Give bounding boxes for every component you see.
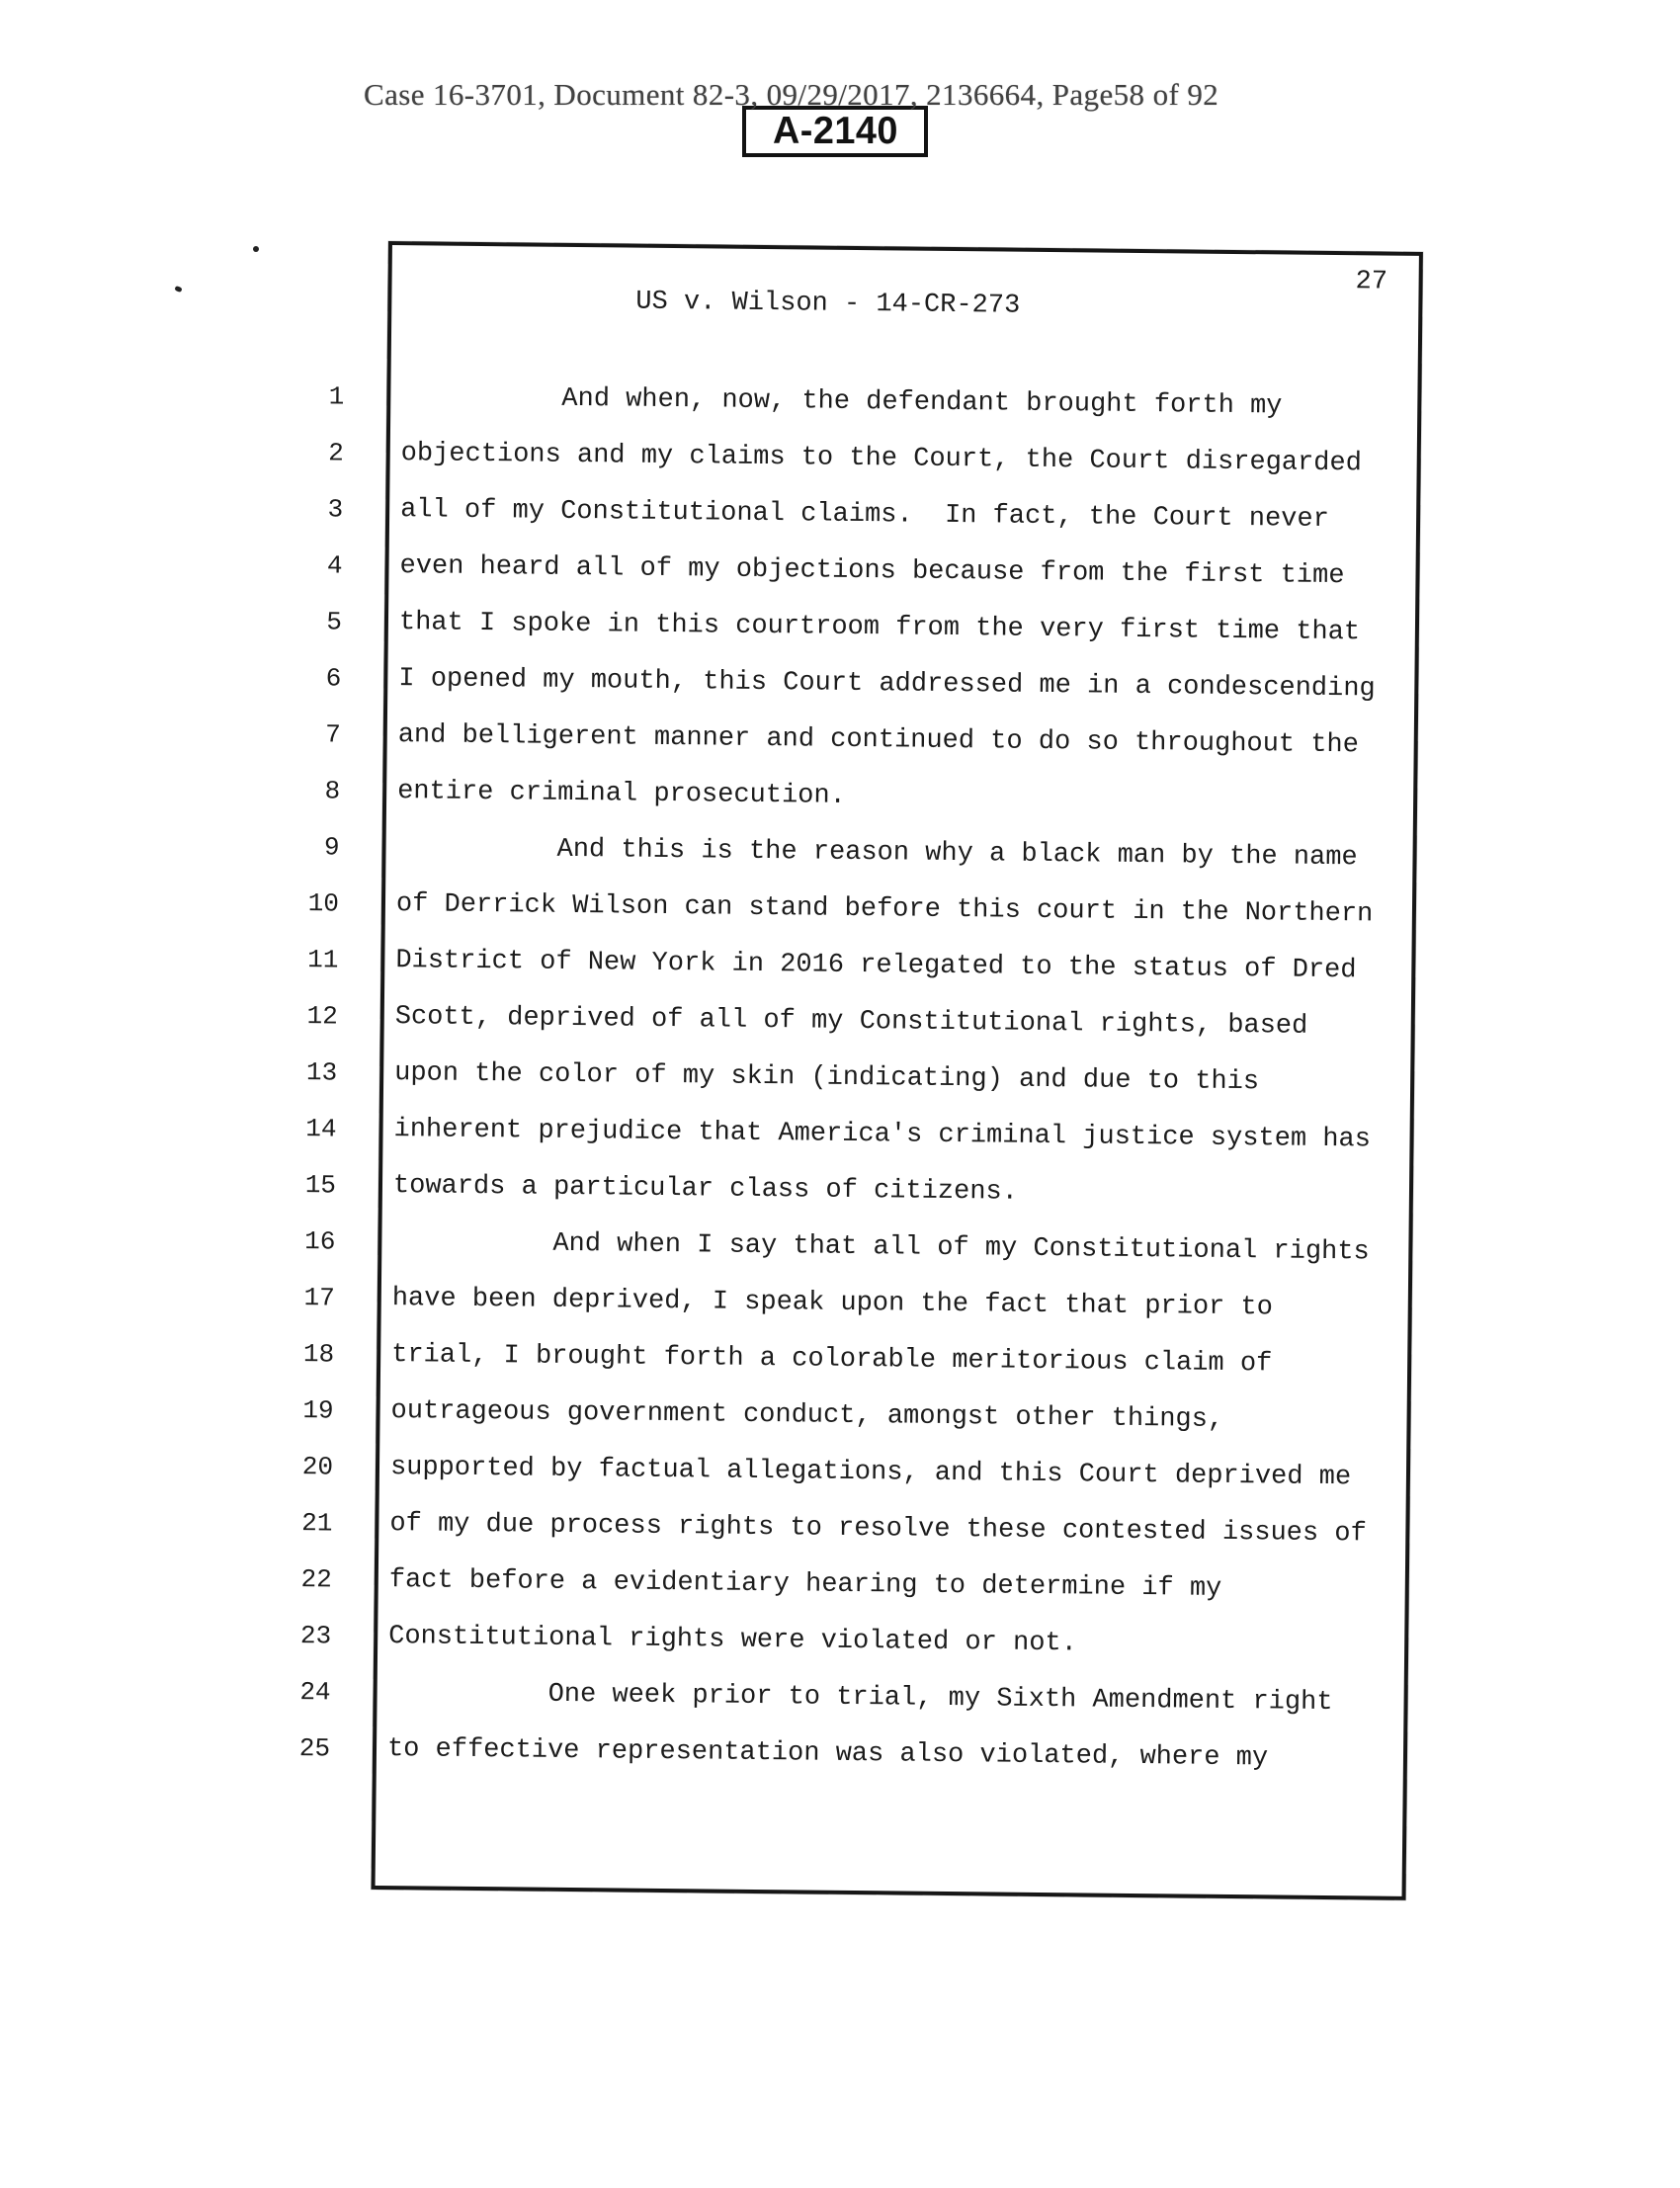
line-text: Scott, deprived of all of my Constitutional rights, based bbox=[394, 1002, 1308, 1042]
line-text: fact before a evidentiary hearing to determine if my bbox=[388, 1565, 1222, 1604]
line-number: 13 bbox=[305, 1057, 338, 1088]
line-text: and belligerent manner and continued to do so throughout the bbox=[397, 720, 1360, 761]
line-text: to effective representation was also violated, where my bbox=[386, 1734, 1269, 1774]
line-number: 2 bbox=[327, 438, 344, 468]
line-number: 18 bbox=[302, 1339, 335, 1370]
line-number: 24 bbox=[299, 1677, 331, 1708]
line-text: objections and my claims to the Court, the Court disregarded bbox=[400, 439, 1363, 479]
appendix-stamp-label: A-2140 bbox=[772, 110, 898, 152]
line-text: have been deprived, I speak upon the fact that prior to bbox=[391, 1284, 1274, 1323]
line-number: 17 bbox=[303, 1283, 335, 1313]
line-number: 16 bbox=[304, 1226, 336, 1257]
line-number: 12 bbox=[306, 1001, 338, 1032]
line-number: 1 bbox=[328, 381, 345, 412]
line-number: 25 bbox=[298, 1733, 331, 1764]
line-text: that I spoke in this courtroom from the very first time that bbox=[398, 608, 1361, 648]
line-text: One week prior to trial, my Sixth Amendment right bbox=[387, 1678, 1333, 1719]
line-text: supported by factual allegations, and this Court deprived me bbox=[389, 1453, 1352, 1493]
line-text: even heard all of my objections because from the first time bbox=[399, 551, 1345, 592]
line-number: 19 bbox=[302, 1395, 334, 1426]
line-text: And when I say that all of my Constitutional rights bbox=[392, 1227, 1370, 1268]
line-number: 9 bbox=[323, 832, 340, 863]
case-caption: Case 16-3701, Document 82-3, 09/29/2017, 2136664, Page58 of 92 bbox=[364, 77, 1219, 112]
line-text: upon the color of my skin (indicating) and due to this bbox=[394, 1058, 1260, 1098]
line-number: 6 bbox=[325, 663, 342, 694]
line-text: inherent prejudice that America's criminal justice system has bbox=[393, 1115, 1372, 1155]
appendix-stamp-box bbox=[742, 106, 928, 157]
line-text: towards a particular class of citizens. bbox=[392, 1171, 1019, 1208]
line-number: 7 bbox=[325, 719, 341, 750]
line-text: District of New York in 2016 relegated to the status of Dred bbox=[395, 946, 1357, 986]
case-title: US v. Wilson - 14-CR-273 bbox=[635, 287, 1021, 321]
line-number: 14 bbox=[305, 1114, 337, 1144]
line-number: 22 bbox=[300, 1564, 332, 1595]
line-number: 5 bbox=[326, 607, 343, 637]
line-number: 20 bbox=[301, 1452, 334, 1482]
line-text: And when, now, the defendant brought forth my bbox=[401, 382, 1283, 422]
line-number: 11 bbox=[307, 945, 339, 975]
line-text: And this is the reason why a black man by the name bbox=[396, 833, 1358, 874]
line-number: 8 bbox=[324, 776, 341, 806]
line-number: 3 bbox=[327, 494, 344, 525]
line-number: 4 bbox=[326, 550, 343, 581]
line-text: entire criminal prosecution. bbox=[397, 777, 846, 811]
line-text: Constitutional rights were violated or not. bbox=[388, 1622, 1078, 1659]
line-text: of my due process rights to resolve these contested issues of bbox=[389, 1509, 1367, 1550]
line-text: I opened my mouth, this Court addressed me in a condescending bbox=[398, 664, 1376, 705]
page-number: 27 bbox=[1355, 267, 1388, 297]
line-number: 15 bbox=[304, 1170, 337, 1201]
line-number: 23 bbox=[299, 1621, 332, 1651]
line-text: of Derrick Wilson can stand before this court in the Northern bbox=[395, 889, 1374, 930]
line-number: 21 bbox=[301, 1508, 333, 1539]
line-text: all of my Constitutional claims. In fact, the Court never bbox=[399, 495, 1330, 535]
line-text: outrageous government conduct, amongst other things, bbox=[390, 1396, 1224, 1435]
transcript-lines bbox=[298, 369, 1420, 1789]
line-number: 10 bbox=[307, 888, 340, 919]
line-text: trial, I brought forth a colorable meritorious claim of bbox=[391, 1340, 1273, 1380]
transcript-line bbox=[298, 1721, 1406, 1789]
